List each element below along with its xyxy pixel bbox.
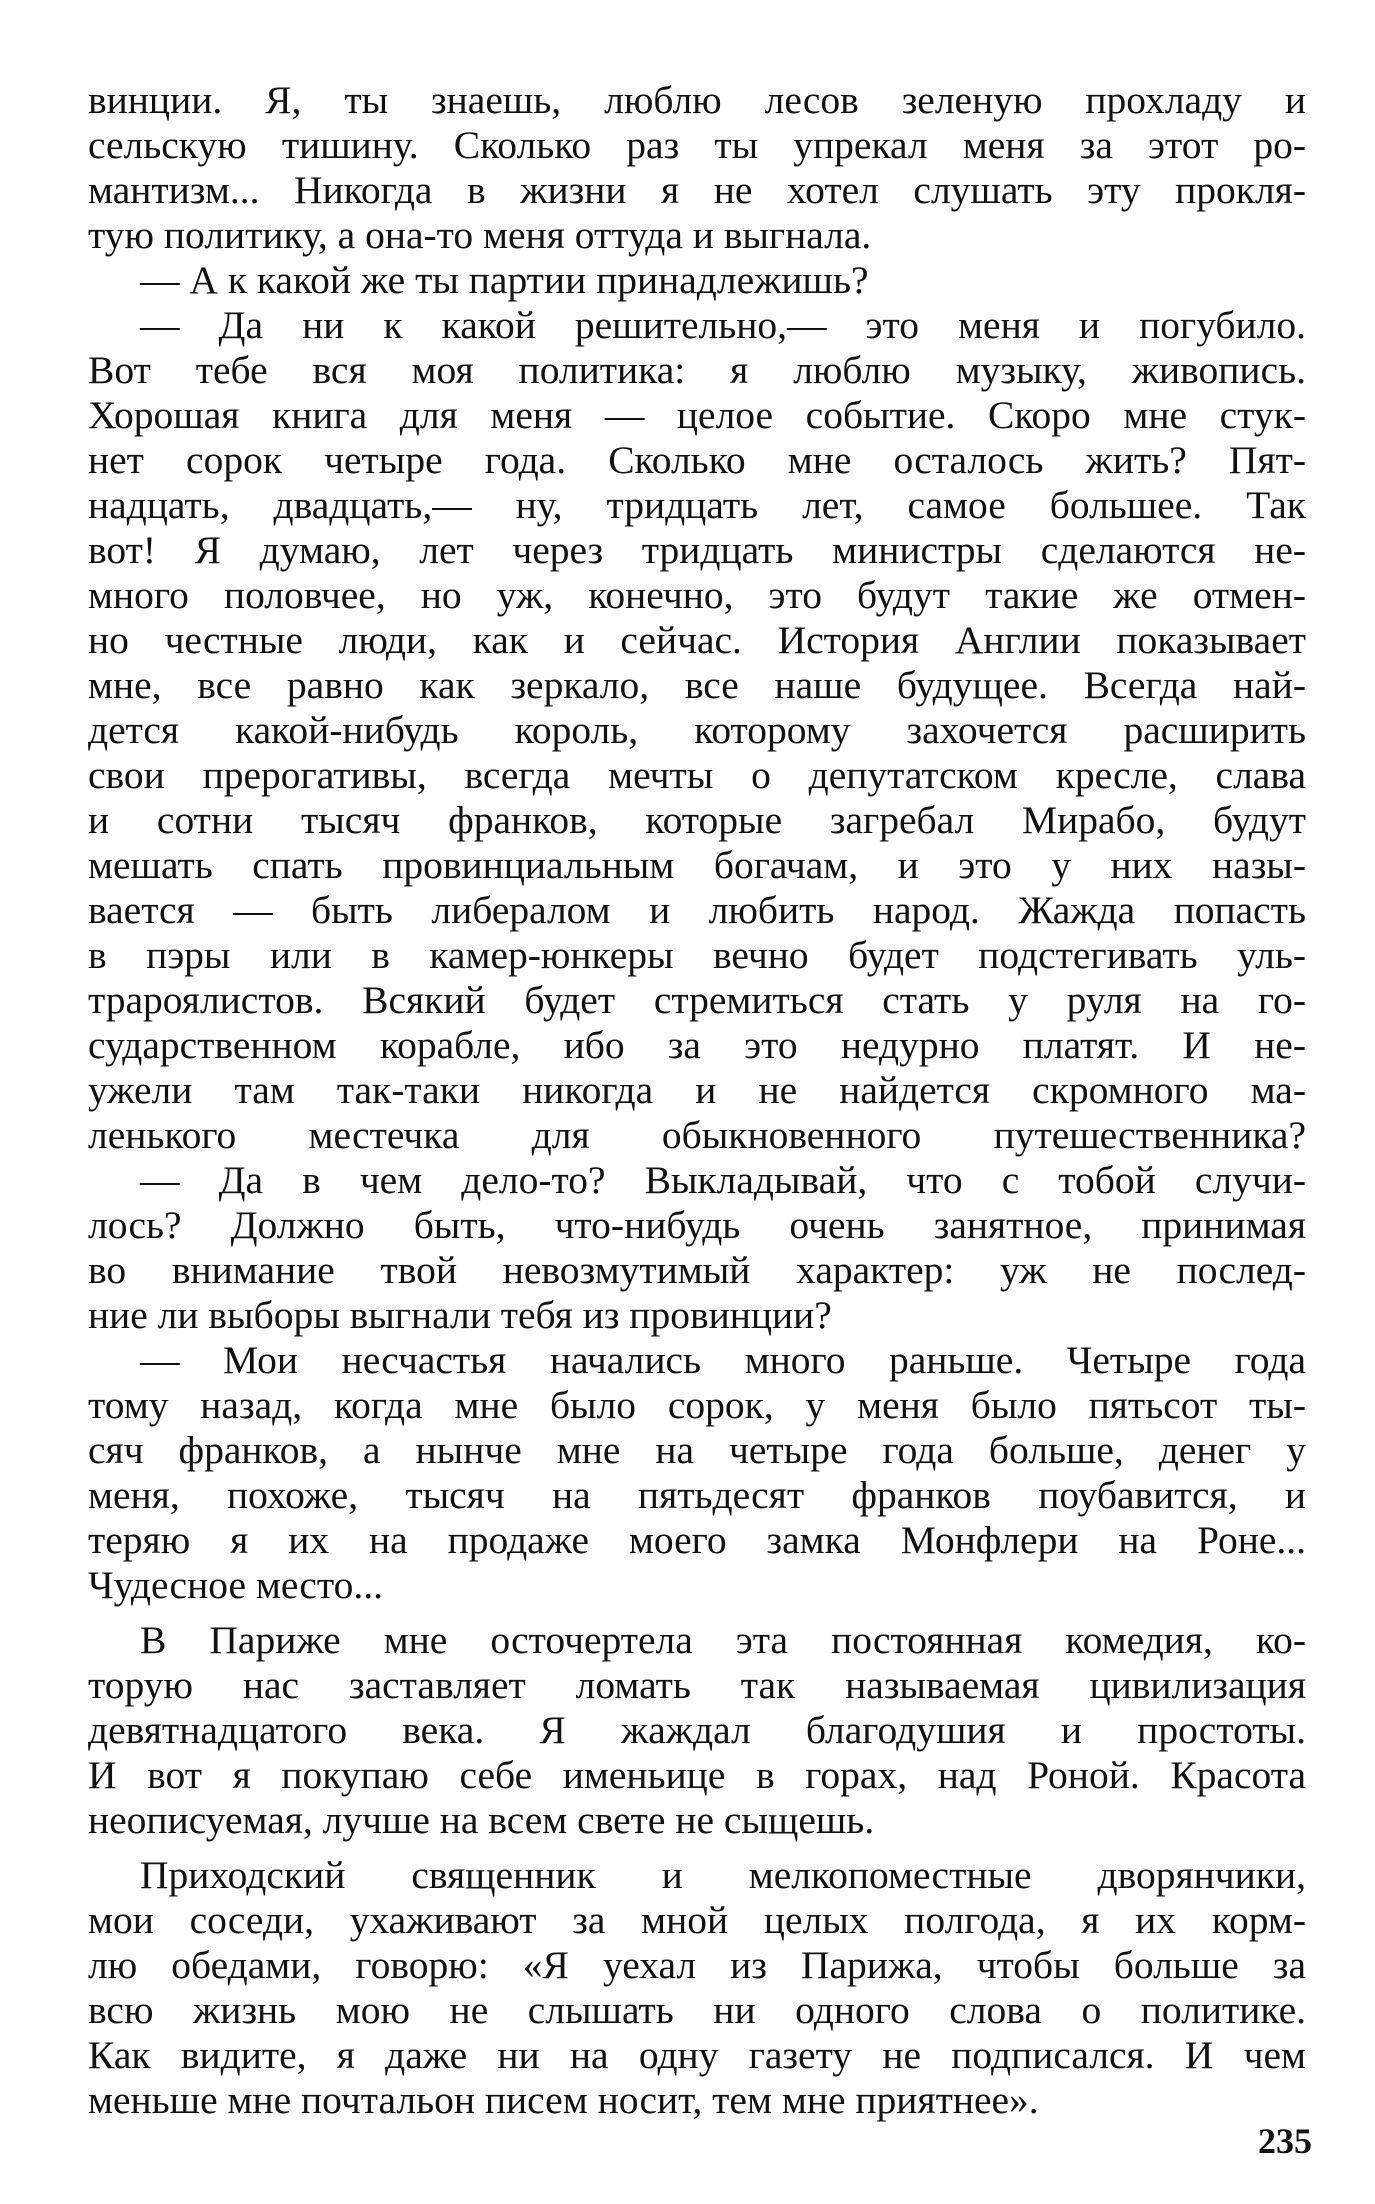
text-line: И вот я покупаю себе именьице в горах, над Роной. Красота xyxy=(88,1753,1306,1797)
text-line: надцать, двадцать,— ну, тридцать лет, самое большее. Так xyxy=(88,483,1306,527)
text-line: сударственном корабле, ибо за это недурно платят. И не- xyxy=(88,1023,1306,1067)
text-line: много половчее, но уж, конечно, это будут такие же отмен- xyxy=(88,573,1306,617)
text-line: свои прерогативы, всегда мечты о депутатском кресле, слава xyxy=(88,753,1306,797)
text-line: торую нас заставляет ломать так называемая цивилизация xyxy=(88,1663,1306,1707)
text-line: мои соседи, ухаживают за мной целых полгода, я их корм- xyxy=(88,1898,1306,1942)
text-line: — Да в чем дело-то? Выкладывай, что с тобой случи- xyxy=(140,1158,1306,1202)
text-line: сяч франков, а нынче мне на четыре года больше, денег у xyxy=(88,1428,1306,1472)
text-line: В Париже мне осточертела эта постоянная комедия, ко- xyxy=(140,1618,1306,1662)
text-line: вается — быть либералом и любить народ. Жажда попасть xyxy=(88,888,1306,932)
text-line: сельскую тишину. Сколько раз ты упрекал меня за этот ро- xyxy=(88,123,1306,167)
text-line: Хорошая книга для меня — целое событие. Скоро мне стук- xyxy=(88,393,1306,437)
text-line: меньше мне почтальон писем носит, тем мне приятнее». xyxy=(88,2078,1039,2122)
text-line: ленького местечка для обыкновенного путешественника? xyxy=(88,1113,1306,1157)
text-line: трароялистов. Всякий будет стремиться стать у руля на го- xyxy=(88,978,1306,1022)
text-line: Приходский священник и мелкопоместные дворянчики, xyxy=(140,1853,1306,1897)
text-line: — Мои несчастья начались много раньше. Четыре года xyxy=(140,1338,1306,1382)
text-line: тому назад, когда мне было сорок, у меня было пятьсот ты- xyxy=(88,1383,1306,1427)
text-line: винции. Я, ты знаешь, люблю лесов зеленую прохладу и xyxy=(88,78,1306,122)
page-text xyxy=(88,78,1306,2123)
page-number: 235 xyxy=(1258,2121,1312,2161)
text-line: лю обедами, говорю: «Я уехал из Парижа, чтобы больше за xyxy=(88,1943,1306,1987)
text-line: мантизм... Никогда в жизни я не хотел слушать эту прокля- xyxy=(88,168,1306,212)
text-line: Как видите, я даже ни на одну газету не подписался. И чем xyxy=(88,2033,1306,2077)
text-line: Вот тебе вся моя политика: я люблю музыку, живопись. xyxy=(88,348,1306,392)
text-line: — Да ни к какой решительно,— это меня и погубило. xyxy=(140,303,1306,347)
text-line: и сотни тысяч франков, которые загребал Мирабо, будут xyxy=(88,798,1306,842)
text-line: меня, похоже, тысяч на пятьдесят франков поубавится, и xyxy=(88,1473,1306,1517)
text-line: девятнадцатого века. Я жаждал благодушия и простоты. xyxy=(88,1708,1306,1752)
text-line: теряю я их на продаже моего замка Монфлери на Роне... xyxy=(88,1518,1306,1562)
text-line: тую политику, а она-то меня оттуда и выгнала. xyxy=(88,213,872,257)
text-line: ние ли выборы выгнали тебя из провинции? xyxy=(88,1293,832,1337)
text-line: во внимание твой невозмутимый характер: уж не послед- xyxy=(88,1248,1306,1292)
text-line: мне, все равно как зеркало, все наше будущее. Всегда най- xyxy=(88,663,1306,707)
text-line: лось? Должно быть, что-нибудь очень занятное, принимая xyxy=(88,1203,1306,1247)
text-line: вот! Я думаю, лет через тридцать министры сделаются не- xyxy=(88,528,1306,572)
text-line: мешать спать провинциальным богачам, и это у них назы- xyxy=(88,843,1306,887)
text-line: — А к какой же ты партии принадлежишь? xyxy=(140,258,869,302)
text-line: в пэры или в камер-юнкеры вечно будет подстегивать уль- xyxy=(88,933,1306,977)
text-line: всю жизнь мою не слышать ни одного слова о политике. xyxy=(88,1988,1306,2032)
text-line: неописуемая, лучше на всем свете не сыщешь. xyxy=(88,1798,875,1842)
text-line: Чудесное место... xyxy=(88,1563,384,1607)
text-line: ужели там так-таки никогда и не найдется скромного ма- xyxy=(88,1068,1306,1112)
text-line: но честные люди, как и сейчас. История Англии показывает xyxy=(88,618,1306,662)
text-line: нет сорок четыре года. Сколько мне осталось жить? Пят- xyxy=(88,438,1306,482)
text-line: дется какой-нибудь король, которому захочется расширить xyxy=(88,708,1306,752)
